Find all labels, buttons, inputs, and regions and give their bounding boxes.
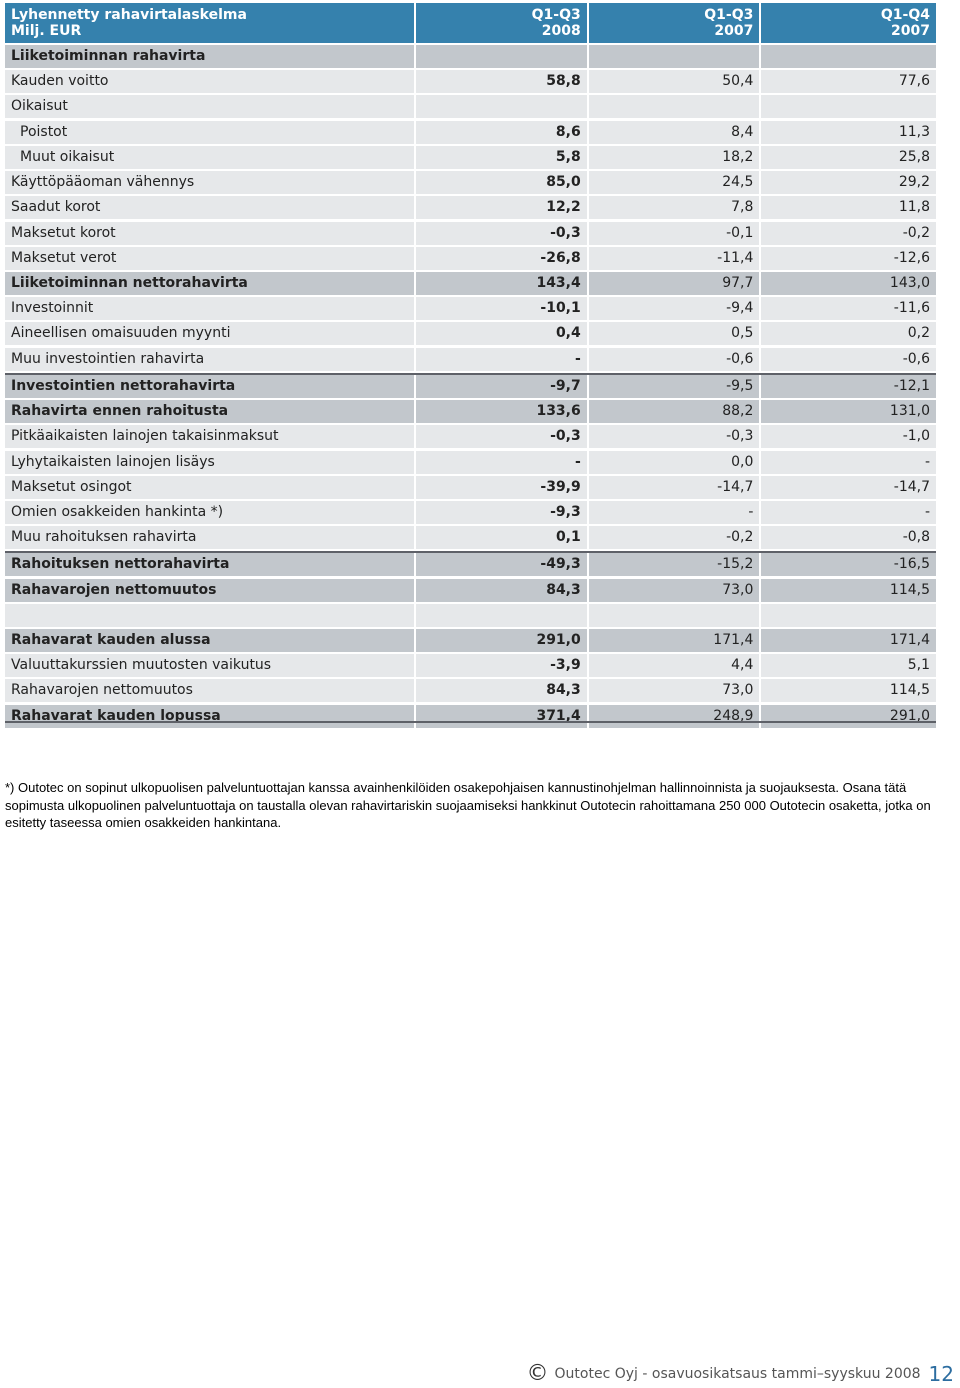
row-label: Aineellisen omaisuuden myynti <box>5 322 414 345</box>
table-row <box>5 501 936 524</box>
table-row <box>5 95 936 118</box>
row-value <box>589 95 760 118</box>
row-label: Rahavirta ennen rahoitusta <box>5 400 414 423</box>
row-value <box>761 45 936 68</box>
row-value: 114,5 <box>761 679 936 702</box>
footnote: *) Outotec on sopinut ulkopuolisen palveluntuottajan kanssa avainhenkilöiden osakepohjaisen kannustinohjelman hallinnoinnista ja suojauksesta. Osana tätä sopimusta ulkopuolinen palveluntuottaja on taustalla olevan rahavirtariskin suojaamiseksi hankkinut Outotecin rahoittamana 250 000 Outotecin osaketta, jotka on esitetty taseessa omien osakkeiden hankintana. <box>5 780 931 830</box>
table-row <box>5 45 936 68</box>
row-value: -9,7 <box>416 375 587 398</box>
row-label: Rahavarat kauden alussa <box>5 629 414 652</box>
table-body <box>5 45 936 728</box>
table-row <box>5 272 936 295</box>
column-year: 2007 <box>714 23 754 39</box>
row-value: 0,4 <box>416 322 587 345</box>
row-value: -9,3 <box>416 501 587 524</box>
row-label: Rahoituksen nettorahavirta <box>5 553 414 576</box>
row-value: 58,8 <box>416 70 587 93</box>
row-value: -11,6 <box>761 297 936 320</box>
table-header <box>5 3 936 43</box>
row-value <box>761 95 936 118</box>
row-value: 24,5 <box>589 171 760 194</box>
row-value <box>416 95 587 118</box>
cash-flow-table <box>5 3 936 730</box>
row-label: Liiketoiminnan nettorahavirta <box>5 272 414 295</box>
row-value: 131,0 <box>761 400 936 423</box>
table-title: Lyhennetty rahavirtalaskelma <box>11 7 247 23</box>
row-value: -10,1 <box>416 297 587 320</box>
table-row <box>5 654 936 677</box>
row-label: Maksetut korot <box>5 222 414 245</box>
row-value: 77,6 <box>761 70 936 93</box>
row-label: Pitkäaikaisten lainojen takaisinmaksut <box>5 425 414 448</box>
table-row <box>5 121 936 144</box>
row-value: 0,1 <box>416 526 587 549</box>
row-value <box>416 45 587 68</box>
row-value: 11,8 <box>761 196 936 219</box>
column-header-q1q3-2008 <box>416 3 587 43</box>
row-value: -26,8 <box>416 247 587 270</box>
row-value: 371,4 <box>416 705 587 728</box>
row-label: Muu investointien rahavirta <box>5 348 414 371</box>
page-number: 12 <box>928 1362 954 1386</box>
row-value: 8,6 <box>416 121 587 144</box>
row-value: 50,4 <box>589 70 760 93</box>
table-unit: Milj. EUR <box>11 23 82 39</box>
row-label: Oikaisut <box>5 95 414 118</box>
row-value: - <box>416 451 587 474</box>
row-label: Investointien nettorahavirta <box>5 375 414 398</box>
row-value: 143,4 <box>416 272 587 295</box>
row-value: 73,0 <box>589 679 760 702</box>
row-value: -0,2 <box>761 222 936 245</box>
row-value: -16,5 <box>761 553 936 576</box>
table-row <box>5 705 936 728</box>
row-value: -9,5 <box>589 375 760 398</box>
copyright-icon: © <box>526 1361 549 1386</box>
row-label: Valuuttakurssien muutosten vaikutus <box>5 654 414 677</box>
footer-text: Outotec Oyj - osavuosikatsaus tammi–syyskuu 2008 <box>554 1366 921 1382</box>
row-value: -0,6 <box>761 348 936 371</box>
column-period: Q1-Q3 <box>704 7 754 23</box>
row-value: -0,3 <box>416 222 587 245</box>
row-value: 0,5 <box>589 322 760 345</box>
row-value: 73,0 <box>589 579 760 602</box>
row-value <box>416 604 587 627</box>
row-value: -0,8 <box>761 526 936 549</box>
table-row <box>5 526 936 549</box>
column-period: Q1-Q4 <box>880 7 931 23</box>
table-row <box>5 400 936 423</box>
table-row <box>5 171 936 194</box>
table-row <box>5 297 936 320</box>
page-footer <box>527 1362 954 1386</box>
column-header-q1q3-2007 <box>589 3 760 43</box>
row-value: 143,0 <box>761 272 936 295</box>
row-value: 18,2 <box>589 146 760 169</box>
row-value: 171,4 <box>761 629 936 652</box>
row-value: 114,5 <box>761 579 936 602</box>
row-label: Muut oikaisut <box>5 146 414 169</box>
row-label: Saadut korot <box>5 196 414 219</box>
row-value: - <box>761 501 936 524</box>
table-row <box>5 146 936 169</box>
row-value: 11,3 <box>761 121 936 144</box>
table-row <box>5 579 936 602</box>
row-value: 97,7 <box>589 272 760 295</box>
row-label: Investoinnit <box>5 297 414 320</box>
row-value: -39,9 <box>416 476 587 499</box>
row-value: -0,6 <box>589 348 760 371</box>
row-label: Maksetut osingot <box>5 476 414 499</box>
row-value: -49,3 <box>416 553 587 576</box>
row-value: 85,0 <box>416 171 587 194</box>
row-value: 133,6 <box>416 400 587 423</box>
row-label: Omien osakkeiden hankinta *) <box>5 501 414 524</box>
row-value: 291,0 <box>416 629 587 652</box>
row-value: -12,1 <box>761 375 936 398</box>
row-value: 88,2 <box>589 400 760 423</box>
row-label: Käyttöpääoman vähennys <box>5 171 414 194</box>
row-value: 291,0 <box>761 705 936 728</box>
row-value: -12,6 <box>761 247 936 270</box>
column-period: Q1-Q3 <box>531 7 581 23</box>
row-value: -9,4 <box>589 297 760 320</box>
row-value: 12,2 <box>416 196 587 219</box>
row-value: -14,7 <box>761 476 936 499</box>
row-value: 8,4 <box>589 121 760 144</box>
header-title-cell <box>5 3 414 43</box>
table-row <box>5 70 936 93</box>
table-row <box>5 604 936 627</box>
row-label: Lyhytaikaisten lainojen lisäys <box>5 451 414 474</box>
table-row <box>5 425 936 448</box>
row-value <box>761 604 936 627</box>
table-row <box>5 551 936 576</box>
table-row <box>5 322 936 345</box>
table-row <box>5 247 936 270</box>
row-value: -0,3 <box>416 425 587 448</box>
row-label: Poistot <box>5 121 414 144</box>
table-row <box>5 451 936 474</box>
table-row <box>5 679 936 702</box>
row-value: -0,3 <box>589 425 760 448</box>
row-value: - <box>589 501 760 524</box>
column-header-q1q4-2007 <box>761 3 936 43</box>
row-value: -1,0 <box>761 425 936 448</box>
table-row <box>5 348 936 371</box>
table-row <box>5 476 936 499</box>
row-value: 0,2 <box>761 322 936 345</box>
row-value: 29,2 <box>761 171 936 194</box>
row-value: -3,9 <box>416 654 587 677</box>
row-value: 7,8 <box>589 196 760 219</box>
row-value: -14,7 <box>589 476 760 499</box>
row-label: Rahavarojen nettomuutos <box>5 579 414 602</box>
row-value: 25,8 <box>761 146 936 169</box>
row-label: Liiketoiminnan rahavirta <box>5 45 414 68</box>
row-value: -15,2 <box>589 553 760 576</box>
table-end-rule <box>5 721 936 723</box>
table-row <box>5 196 936 219</box>
row-value: 171,4 <box>589 629 760 652</box>
row-label: Muu rahoituksen rahavirta <box>5 526 414 549</box>
row-value: 248,9 <box>589 705 760 728</box>
row-value: - <box>416 348 587 371</box>
table-row <box>5 373 936 398</box>
row-value <box>589 604 760 627</box>
row-value: -11,4 <box>589 247 760 270</box>
row-value: 84,3 <box>416 579 587 602</box>
table-row <box>5 222 936 245</box>
column-year: 2007 <box>891 23 931 39</box>
row-label: Maksetut verot <box>5 247 414 270</box>
row-label: Kauden voitto <box>5 70 414 93</box>
row-value: 5,1 <box>761 654 936 677</box>
column-year: 2008 <box>541 23 581 39</box>
row-value: - <box>761 451 936 474</box>
row-value <box>589 45 760 68</box>
row-label <box>5 604 414 627</box>
row-value: -0,1 <box>589 222 760 245</box>
row-value: 5,8 <box>416 146 587 169</box>
row-value: 84,3 <box>416 679 587 702</box>
row-value: -0,2 <box>589 526 760 549</box>
row-value: 4,4 <box>589 654 760 677</box>
row-value: 0,0 <box>589 451 760 474</box>
row-label: Rahavarojen nettomuutos <box>5 679 414 702</box>
table-row <box>5 629 936 652</box>
row-label: Rahavarat kauden lopussa <box>5 705 414 728</box>
